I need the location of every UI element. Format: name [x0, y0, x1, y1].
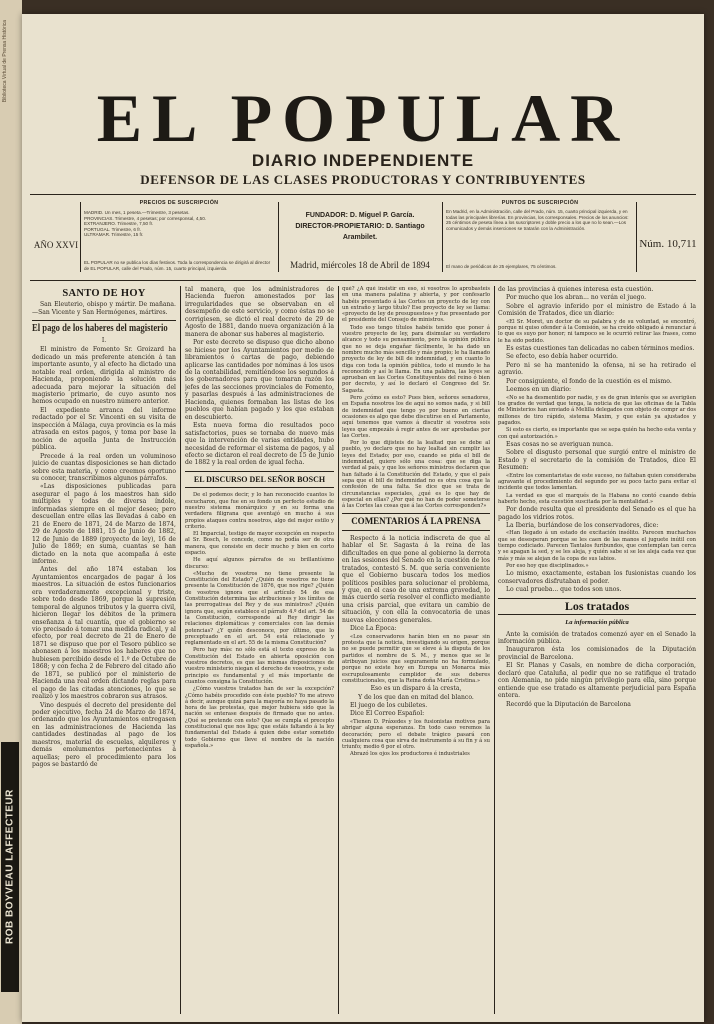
price-line: PORTUGAL. Trimestre, 6 fr.: [84, 226, 142, 232]
paragraph: Inauguraron ésta los comisionados de la Diputación provincial de Barcelona.: [498, 646, 696, 661]
paragraph: Sobre el agravio inferido por el ministro de Estado á la Comisión de Tratados, dice un diario:: [498, 302, 696, 318]
santo-text: San Eleuterio, obispo y mártir. De mañana.—San Vicente y San Hermógenes, mártires.: [32, 301, 176, 316]
director-line: DIRECTOR-PROPIETARIO: D. Santiago Arambilet.: [295, 223, 425, 241]
info-divider: [442, 202, 443, 272]
paragraph: Pero hay más: no sólo está el texto expreso de la Constitución del Estado en abierta oposición con vuestros decretos, es que las mismas disposiciones de vuestro ministerio niegan el derecho de vosotros, y este principio es fundamental y el más importante de cuantos consigna la Constitución.: [185, 647, 334, 685]
price-line: MADRID. Un mes, 1 peseta.—Trimestre, 3 pesetas.: [84, 210, 190, 215]
paragraph: Recordó que la Diputación de Barcelona: [506, 700, 631, 708]
separator: [185, 487, 334, 488]
paragraph: De el podemos decir, y lo han reconocido cuantos lo escucharon, que fue en su fondo un perfecto estudio de nuestro sistema monárquico y en su forma una verdadera filigrana que aventajó en mucho á sus propios ataques contra nosotros, algo del mejor estilo y criterio.: [185, 492, 334, 530]
column-4: [498, 286, 696, 1014]
column-divider: [338, 286, 339, 1014]
paragraph: Por lo que dijisteis de la lealtad que se debe al pueblo, yo declaro que no hay lealtad sin cumplir las leyes del Estado; por eso, cuando se pida el bill de indemnidad, quiero sólo una cosa: que se diga la verdad al país, y que los señores ministros declaren que han faltado á la Constitución del Estado, y que el país sepa que el bill de indemnidad no es otra cosa que la confesión de una falta. Se dice que se trata de circunstancias especiales, ¿qué es lo que hay de especial en ellas? ¿Por qué no han de poder someterse á las Cortes las cosas que á las Cortes corresponden?»: [342, 440, 490, 510]
paragraph: Por donde resulta que el presidente del Senado es el que ha pagado los vidrios rotos.: [498, 506, 696, 521]
column-3: [342, 286, 490, 1014]
subscription-prices-heading: PRECIOS DE SUSCRIPCIÓN: [139, 200, 219, 206]
paragraph: El ministro de Fomento Sr. Groizard ha dedicado un más preferente atención á tan importante asunto, y al efecto ha dictado una notable real orden, dirigida al ministro de Hacienda, proponiendo la solución más adecuada para mejorar la situación del magisterio primario, de cuyo asunto nos hemos ocupado en nuestro número anterior.: [32, 346, 176, 406]
article-subheading-informacion: La información pública: [565, 619, 629, 627]
paragraph: Eso es un disparo á la cresta,: [370, 685, 462, 693]
paragraph: Esas cosas no se averiguan nunca.: [506, 440, 614, 448]
paragraph: El expediente arranca del informe redactado por el Sr. Vincenti en su visita de inspección á Málaga, cuya provincia es la más atrasada en estos pagos, y toma por base la noción de aquella Junta de Instrucción pública.: [32, 406, 176, 452]
paragraph: Lo cual prueba... que todos son unos.: [506, 586, 622, 594]
paragraph: «Los conservadores harán bien en no pasar sin protesta que la noticia, investigando su origen, porque no se puede permitir que se eleve á la disputa de los partidos el nombre de S. M., y menos que se le atribuyan juicios que seguramente no ha formulado, porque no existe hoy en Europa un Monarca más escrupulosamente cumplidor de sus deberes constitucionales, que la Reina doña María Cristina.»: [342, 633, 490, 684]
paragraph: Se efecto, eso debía haber ocurrido.: [506, 353, 618, 361]
paragraph: La verdad es que el marqués de la Habana no contó cuando debía haberlo hecho, esta cuestión suscitada por la mentalidad.»: [498, 492, 696, 505]
paragraph: Esta nueva forma dio resultados poco satisfactorios, pues se tornaba de nuevo más que la intervención de varias entidades, hubo necesidad de reformar el sistema de pagos, y al efecto se dictaron el real decreto de 15 de Junio de 1882 y la real orden de igual fecha.: [185, 422, 334, 467]
header-rule-top: [30, 194, 696, 195]
newspaper-page: [22, 14, 704, 1022]
paragraph: Leemos en un diario:: [506, 386, 572, 394]
paragraph: Respecto á la noticia indiscreta de que al hablar el Sr. Sagasta á la reina de las dificultades en que pone al gobierno la derrota en las sesiones del Senado en la cuestión de los tratados, contestó S. M. que sería conveniente que el Gobierno buscara todos los medios políticos posibles para solucionar el problema, y que, en el caso de una extrema gravedad, lo más cuerdo sería resolver el conflicto mediante una crisis parcial, que evitara un cambio de situación, y con ella la convocatoria de unas nuevas elecciones generales.: [342, 534, 490, 624]
masthead-subtitle: DIARIO INDEPENDIENTE: [251, 151, 475, 170]
article-heading-tratados: Los tratados: [564, 598, 630, 613]
paragraph: tal manera, que los administradores de Hacienda fueron amonestados por las irregularidades que se observaban en el desempeño de este servicio, y como éstas no se corrigiesen, se dictó el real decreto de 29 de Agosto de 1881, dando nueva organización á la manera de abonar sus haberes al magisterio.: [185, 286, 334, 338]
subscription-points-box: [446, 200, 634, 231]
paragraph: He aquí algunos párrafos de su brillantísimo discurso:: [185, 557, 334, 570]
paragraph: Es estas cuestiones tan delicadas no caben términos medios.: [506, 345, 695, 352]
article-heading-bosch: EL DISCURSO DEL SEÑOR BOSCH: [193, 474, 326, 484]
separator: [185, 471, 334, 472]
paragraph: «Tienen D. Práxedes y los fusionistas motivos para abrigar alguna esperanza. En todo caso veremos la decoración; pero el debate trágico pasará con cualquiera cosa que sirva de instrumento á su fin y á su triunfo; medio 6 por el otro.: [342, 718, 490, 751]
paragraph: Vino después el decreto del presidente del poder ejecutivo, fecha 24 de Marzo de 1874, ordenando que los Ayuntamientos entregasen en las administraciones de Hacienda las cantidades destinadas al pago de los maestros, material de escuelas, alquileres y demás emolumentos pertenecientes á aquellas; pero el procedimiento para los pagos se bastardó de: [32, 701, 176, 769]
price-line: ULTRAMAR. Trimestre, 15 fr.: [84, 232, 144, 238]
separator: [32, 320, 176, 321]
separator: [498, 614, 696, 615]
paragraph: La Iberia, burlándose de los conservadores, dice:: [506, 522, 659, 529]
header-rule-bottom: [30, 280, 696, 281]
paragraph: Por este decreto se dispuso que dicho abono se hiciese por los Ayuntamientos por medio de libramientos ó cartas de pago, debiendo aplicarse las cantidades por nóminas á los usos de la contabilidad, remitiéndose los segundos á los gobernadores para que tomaran razón los jefes de las secciones provinciales de Fomento, y pasarlas después á las administraciones de Hacienda, quienes formaban las listas de los pueblos que habían pagado y los que estaban en descubierto.: [185, 339, 334, 421]
issue-number: Núm. 10,711: [639, 238, 697, 250]
paragraph: Antes del año 1874 estaban los Ayuntamientos encargados de pagar á los maestros. La situación de estos funcionarios era verdaderamente excepcional y triste, sobre todo desde 1869, porque la supresión temporal de algunos tributos y la guerra civil, hicieron llegar los débitos de la primera enseñanza á tal cuantía, que el gobierno se vio precisado á tomar una medida radical, y al efecto, por real decreto de 21 de Enero de 1871 se dispuso que por el Tesoro público se abonasen á los maestros los haberes que no hubiesen percibido desde el 1.º de Octubre de 1868; y con fecha 2 de Febrero del citado año de 1871, se publicó por el ministerio de Hacienda una real orden dictando reglas para el pago de las citadas atenciones, lo que se realizó y los maestros cobraron sus atrasos.: [32, 566, 176, 701]
subscription-prices-box: [84, 200, 274, 238]
spine-archive-label: Biblioteca Virtual de Prensa Histórica: [2, 20, 8, 103]
subscription-points-text: En Madrid, en la Administración, calle del Prado, núm. 15, cuarto principal izquierda, y en todas las principales librerías. En provincias, los corresponsales. Precios de los anuncios: 25 céntimos de peseta línea a los suscriptores y doble precio a los que no lo sean.—Los comunicados y demás inserciones se tratarán con la Administración.: [446, 209, 629, 231]
article-section-number: I.: [101, 336, 107, 344]
founder-line: FUNDADOR: D. Miguel P. García.: [305, 212, 415, 219]
paragraph: «Las disposiciones publicadas para asegurar el pago á los maestros han sido múltiples y todas de diversa índole, informadas siempre en el mejor deseo; pero descuellan entre ellas las llevadas á cabo en 21 de Enero de 1871, 24 de Marzo de 1874, 29 de Agosto de 1881, 15 de Junio de 1882, 12 de Junio de 1889 (proyecto de ley), 16 de Julio de 1869; en suma, cuantas se han dictado en la nota que acompaña á este informe.: [32, 483, 176, 565]
paragraph: Y de los que dan en mitad del blanco.: [358, 693, 474, 701]
dateline: Madrid, miércoles 18 de Abril de 1894: [290, 260, 430, 270]
info-divider: [278, 202, 279, 272]
paragraph: Por eso hoy que disciplinados.»: [506, 562, 589, 569]
column-divider: [494, 286, 495, 1014]
santo-heading: SANTO DE HOY: [62, 288, 146, 299]
paragraph: Abrazó los ojos los productores é industriales: [350, 751, 470, 758]
subscription-points-heading: PUNTOS DE SUSCRIPCIÓN: [501, 200, 579, 206]
subscription-points-note: El mano de periódicos de 25 ejemplares, 75 céntimos.: [446, 264, 557, 269]
paragraph: Ante la comisión de tratados comenzó ayer en el Senado la información pública.: [498, 630, 696, 645]
separator: [342, 530, 490, 531]
spine-advert: ROB BOYVEAU LAFFECTEUR: [1, 742, 19, 992]
paragraph: de las provincias á quienes interesa esta cuestión.: [498, 286, 654, 293]
paragraph: «Han llegado á un estado de excitación insólito. Parecen muchachos que se desesperan porque se les caen de las manos el juguete inútil con tiempo codiciado. Parecen Tantalos furibundos, que contemplan tan cerca y se apagan la sed, y se les aleja, y quién sabe si se les aleja cada vez que más y más se alejan de la copa de sus labios.: [498, 530, 696, 562]
paragraph: Pero ¿cómo es esto? Pues bien, señores senadores, en España nosotros los de aquí no somos nada, y si bill de indemnidad que tengo yo por bueno en ciertas ocasiones es algo que debe discutirse en el Parlamento, aquí tenemos que vamos á discutir si vosotros sois leyes que empezáis á regir antes de ser aprobadas por las Cortes.: [342, 395, 490, 439]
paragraph: Por mucho que los abran... no verán el juego.: [506, 294, 647, 302]
masthead-motto: DEFENSOR DE LAS CLASES PRODUCTORAS Y CONTRIBUYENTES: [140, 172, 586, 187]
paragraph: «No se ha desmentido por nadie, y es de gran interés que se averigüen los grados de verdad que tenga, la noticia de que las oficinas de la Tabla de Ministerios han enviado á Melilla delegados con objeto de compr ar dos millones de tiro rápido, sistema Maxim, y que están ya ajustados y pagados.: [498, 394, 696, 426]
paragraph: Todo eso tengo títulos habéis tenido que poner á vuestro proyecto de ley, para disimular su verdadero alcance y todo su pensamiento, pero la opinión pública que no se deja engañar fácilmente, le ha dado un nombre mucho más sencillo y más propio; le ha llamado proyecto de ley de bill de indemnidad, y en cuanto lo diga con toda la opinión pública, todo el mundo le ha reconocido y así le llama. En una palabra, las leyes se aprueban en las Cortes Constituyentes del reino ó bien por decreto, y así lo declaró el Congreso del Sr. Sagasta.: [342, 324, 490, 394]
paragraph: Precede á la real orden un voluminoso juicio de cuantas disposiciones se han dictado sobre esta materia, y como creemos oportuno su conocer, transcribimos algunos párrafos.: [32, 452, 176, 482]
info-divider: [636, 202, 637, 272]
paragraph: El juego de los cubiletes.: [350, 702, 428, 710]
price-line: PROVINCIAS. Trimestre, 4 pesetas; por corresponsal, 4,50.: [84, 215, 207, 221]
paragraph: Por consiguiente, el fondo de la cuestión es el mismo.: [506, 377, 672, 385]
info-divider: [80, 202, 81, 272]
paragraph: El Imparcial, testigo de mayor excepción en respecto al Sr. Bosch, le concede, como no podía ser de otra manera, que consiste en decir mucho y bien en corto espacio.: [185, 531, 334, 556]
paragraph: «Entre los comentaristas de este suceso, no faltaban quien consideraba agravante el procedimiento del segundo por su poco tacto para evitar el incidente que todos lamentan.: [498, 472, 696, 492]
paragraph: «El Sr. Moret, un doctor de su palabra y de su voluntad, se encontró, porque ni quiso ofender á la Comisión, se ha creído obligado á renunciar á lo que es suyo por honor; ni tampoco se le ocurrió retirar las frases, como le ha sido pedido.: [498, 318, 696, 344]
paragraph: Lo mismo, exactamente, estaban los fusionistas cuando los conservadores disfrutaban el poder.: [498, 570, 696, 585]
article-heading-magisterio: El pago de los haberes del magisterio: [32, 323, 168, 335]
paragraph: Sobre el disgusto personal que surgió entre el ministro de Estado y el secretario de la comisión de Tratados, dice El Resumen:: [498, 449, 696, 472]
column-1: [32, 286, 176, 1014]
column-divider: [180, 286, 181, 1014]
article-heading-comentarios: COMENTARIOS Á LA PRENSA: [351, 516, 481, 527]
paragraph: Dice La Época:: [350, 625, 397, 633]
paragraph: El Sr. Planas y Casals, en nombre de dicha corporación, declaró que Cataluña, al pedir que no se ratifique el tratado con Alemania, no pide ningún privilegio para ella, sino porque entiende que ese tratado es altamente perjudicial para España entera.: [498, 662, 696, 700]
separator: [342, 513, 490, 514]
column-2: [185, 286, 334, 1014]
binding-spine: [0, 0, 22, 1024]
price-line: EXTRANJERO. Trimestre, 7,50 fr.: [84, 221, 154, 227]
subscription-prices-list: [84, 210, 274, 238]
year-label: AÑO XXVI: [33, 240, 79, 250]
paragraph: Pero ni se ha mantenido la ofensa, ni se ha retirado el agravio.: [498, 361, 696, 377]
paragraph: Si esto es cierto, es importante que se sepa quién ha hecho esta venta y con qué autorización.»: [498, 427, 696, 440]
paragraph: ¿Cómo vuestros tratados han de ser la excepción? ¿Cómo habéis procedido con éste pueblo? Yo me atrevo á decir, aunque quizá para la mayoría no haya pasado la hora de las protestas, que mejor hubiera sido que la nación se enterase después de firmado que no antes. ¿Qué se pretende con esto? Que se cumpla el precepto constitucional que nos liga; que estáis faltando á la ley fundamental del Estado á quien debe estar sometido todo Gobierno que lleve el nombre de la nación española.»: [185, 686, 334, 749]
paragraph: Dice El Correo Español:: [350, 710, 425, 718]
publication-note: EL POPULAR no se publica los días festivos. Toda la correspondencia se dirigirá al director de EL POPULAR, calle del Prado, núm. 15, cuarto principal, izquierda.: [84, 260, 271, 271]
founders-block: [280, 210, 440, 243]
paragraph: qué? ¿A qué insistir en eso, si vosotros lo aprobasteis en una manera palatina y abierta, y por confesarlo habéis presentado á las Cortes un proyecto de ley con un extraño y largo título? Ese proyecto de ley se llama: «proyecto de ley de presupuestos» y fue presentado por el presidente del Consejo de ministros.: [342, 286, 490, 324]
paragraph: «Mucho de vosotros no tiene presente la Constitución del Estado? ¿Quién de vosotros no tiene presente la Constitución de 1876, que nos rige? ¿Quién de vosotros ignora que el artículo 54 de esa Constitución determina las atribuciones y los límites de las prerrogativas del Rey y de sus ministros? ¿Quién ignora que, según establece el párrafo 4.º del art. 54 de la Constitución, corresponde al Rey dirigir las relaciones diplomáticas y comerciales con las demás potencias? ¿Y quién desconoce, por último, que lo preceptuado en el art. 54 está relacionado y reglamentado en el art. 55 de la misma Constitución?: [185, 570, 334, 647]
masthead-title: EL POPULAR: [96, 80, 630, 156]
